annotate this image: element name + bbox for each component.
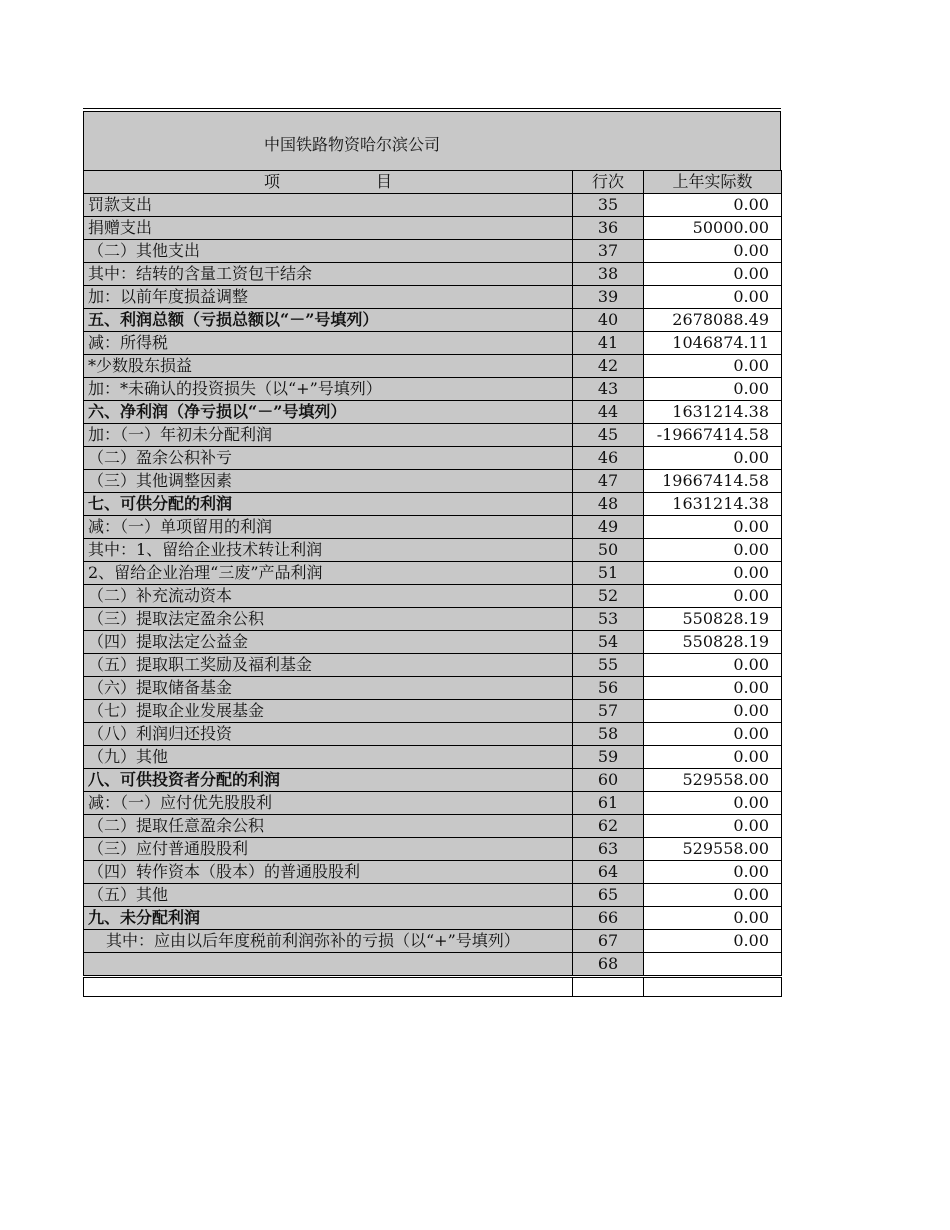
row-value: 0.00	[644, 286, 782, 309]
table-footer-row	[84, 977, 782, 997]
row-line-number: 43	[573, 378, 644, 401]
row-line-number: 44	[573, 401, 644, 424]
row-item-name: 八、可供投资者分配的利润	[84, 769, 573, 792]
row-line-number: 68	[573, 953, 644, 977]
row-item-name: 加：（一）年初未分配利润	[84, 424, 573, 447]
row-item-name: 减：（一）应付优先股股利	[84, 792, 573, 815]
row-line-number: 35	[573, 194, 644, 217]
row-line-number: 67	[573, 930, 644, 953]
table-row	[84, 769, 782, 792]
table-row	[84, 700, 782, 723]
row-line-number: 63	[573, 838, 644, 861]
row-line-number: 47	[573, 470, 644, 493]
row-value: 0.00	[644, 884, 782, 907]
row-line-number: 40	[573, 309, 644, 332]
row-item-name: （九）其他	[84, 746, 573, 769]
table-row	[84, 263, 782, 286]
table-row	[84, 309, 782, 332]
row-value: 0.00	[644, 539, 782, 562]
row-value: 0.00	[644, 907, 782, 930]
row-item-name: 2、留给企业治理“三废”产品利润	[84, 562, 573, 585]
row-value: 0.00	[644, 585, 782, 608]
table-row	[84, 194, 782, 217]
table-row	[84, 424, 782, 447]
table-row	[84, 861, 782, 884]
row-item-name: （二）提取任意盈余公积	[84, 815, 573, 838]
row-item-name: 六、净利润（净亏损以“－”号填列）	[84, 401, 573, 424]
row-value: -19667414.58	[644, 424, 782, 447]
row-line-number: 62	[573, 815, 644, 838]
row-item-name: 其中：结转的含量工资包干结余	[84, 263, 573, 286]
row-value: 0.00	[644, 378, 782, 401]
table-row	[84, 746, 782, 769]
row-value: 0.00	[644, 516, 782, 539]
row-item-name: （二）补充流动资本	[84, 585, 573, 608]
row-item-name: （六）提取储备基金	[84, 677, 573, 700]
row-line-number: 45	[573, 424, 644, 447]
row-item-name: （二）盈余公积补亏	[84, 447, 573, 470]
row-value: 2678088.49	[644, 309, 782, 332]
row-value: 529558.00	[644, 838, 782, 861]
table-row	[84, 539, 782, 562]
row-line-number: 64	[573, 861, 644, 884]
table-row	[84, 286, 782, 309]
table-row	[84, 585, 782, 608]
profit-distribution-table	[83, 170, 782, 997]
table-row	[84, 654, 782, 677]
row-item-name: （二）其他支出	[84, 240, 573, 263]
table-row	[84, 608, 782, 631]
row-item-name: *少数股东损益	[84, 355, 573, 378]
row-item-name: （三）其他调整因素	[84, 470, 573, 493]
column-header-item: 项 目	[84, 171, 573, 194]
table-row	[84, 792, 782, 815]
row-line-number: 65	[573, 884, 644, 907]
row-item-name: （四）提取法定公益金	[84, 631, 573, 654]
row-line-number: 46	[573, 447, 644, 470]
row-line-number: 59	[573, 746, 644, 769]
row-item-name: 加：以前年度损益调整	[84, 286, 573, 309]
table-row	[84, 240, 782, 263]
row-line-number: 52	[573, 585, 644, 608]
row-item-name: （五）其他	[84, 884, 573, 907]
table-row	[84, 953, 782, 977]
row-line-number: 56	[573, 677, 644, 700]
table-row	[84, 723, 782, 746]
row-value: 0.00	[644, 746, 782, 769]
report-header	[83, 112, 781, 170]
row-value: 0.00	[644, 194, 782, 217]
row-line-number: 39	[573, 286, 644, 309]
row-line-number: 42	[573, 355, 644, 378]
row-line-number: 41	[573, 332, 644, 355]
row-value: 0.00	[644, 562, 782, 585]
empty-cell	[573, 977, 644, 997]
table-row	[84, 470, 782, 493]
table-row	[84, 930, 782, 953]
row-item-name: （七）提取企业发展基金	[84, 700, 573, 723]
table-row	[84, 907, 782, 930]
row-value: 529558.00	[644, 769, 782, 792]
row-value: 1631214.38	[644, 401, 782, 424]
row-value	[644, 953, 782, 977]
row-line-number: 60	[573, 769, 644, 792]
table-row	[84, 838, 782, 861]
row-line-number: 53	[573, 608, 644, 631]
report-sheet	[83, 108, 781, 997]
row-line-number: 38	[573, 263, 644, 286]
row-line-number: 58	[573, 723, 644, 746]
row-value: 0.00	[644, 355, 782, 378]
row-value: 0.00	[644, 815, 782, 838]
row-value: 550828.19	[644, 631, 782, 654]
row-item-name	[84, 953, 573, 977]
table-row	[84, 378, 782, 401]
row-value: 1631214.38	[644, 493, 782, 516]
row-item-name: 其中：应由以后年度税前利润弥补的亏损（以“+”号填列）	[84, 930, 573, 953]
row-line-number: 49	[573, 516, 644, 539]
table-row	[84, 516, 782, 539]
row-item-name: 其中：1、留给企业技术转让利润	[84, 539, 573, 562]
row-value: 1046874.11	[644, 332, 782, 355]
row-item-name: （三）提取法定盈余公积	[84, 608, 573, 631]
row-line-number: 66	[573, 907, 644, 930]
table-row	[84, 815, 782, 838]
row-line-number: 55	[573, 654, 644, 677]
row-item-name: 加：*未确认的投资损失（以“+”号填列）	[84, 378, 573, 401]
table-header-row	[84, 171, 782, 194]
row-value: 0.00	[644, 700, 782, 723]
company-name: 中国铁路物资哈尔滨公司	[264, 135, 441, 154]
column-header-value: 上年实际数	[644, 171, 782, 194]
row-line-number: 51	[573, 562, 644, 585]
row-line-number: 61	[573, 792, 644, 815]
table-row	[84, 355, 782, 378]
row-item-name: 捐赠支出	[84, 217, 573, 240]
row-item-name: 减：所得税	[84, 332, 573, 355]
row-item-name: 七、可供分配的利润	[84, 493, 573, 516]
row-item-name: 减：（一）单项留用的利润	[84, 516, 573, 539]
row-item-name: （三）应付普通股股利	[84, 838, 573, 861]
table-row	[84, 562, 782, 585]
table-row	[84, 401, 782, 424]
row-line-number: 57	[573, 700, 644, 723]
table-row	[84, 217, 782, 240]
row-value: 0.00	[644, 654, 782, 677]
row-value: 19667414.58	[644, 470, 782, 493]
row-item-name: （八）利润归还投资	[84, 723, 573, 746]
row-value: 50000.00	[644, 217, 782, 240]
row-item-name: 九、未分配利润	[84, 907, 573, 930]
row-item-name: （五）提取职工奖励及福利基金	[84, 654, 573, 677]
row-item-name: （四）转作资本（股本）的普通股股利	[84, 861, 573, 884]
row-line-number: 48	[573, 493, 644, 516]
row-value: 0.00	[644, 240, 782, 263]
row-line-number: 36	[573, 217, 644, 240]
column-header-line: 行次	[573, 171, 644, 194]
row-value: 550828.19	[644, 608, 782, 631]
row-line-number: 54	[573, 631, 644, 654]
row-value: 0.00	[644, 447, 782, 470]
table-row	[84, 677, 782, 700]
table-row	[84, 447, 782, 470]
table-row	[84, 631, 782, 654]
row-value: 0.00	[644, 263, 782, 286]
row-item-name: 五、利润总额（亏损总额以“－”号填列）	[84, 309, 573, 332]
row-line-number: 37	[573, 240, 644, 263]
table-row	[84, 493, 782, 516]
row-value: 0.00	[644, 723, 782, 746]
row-item-name: 罚款支出	[84, 194, 573, 217]
row-value: 0.00	[644, 861, 782, 884]
empty-cell	[84, 977, 573, 997]
row-line-number: 50	[573, 539, 644, 562]
row-value: 0.00	[644, 792, 782, 815]
empty-cell	[644, 977, 782, 997]
row-value: 0.00	[644, 677, 782, 700]
table-row	[84, 884, 782, 907]
row-value: 0.00	[644, 930, 782, 953]
table-row	[84, 332, 782, 355]
